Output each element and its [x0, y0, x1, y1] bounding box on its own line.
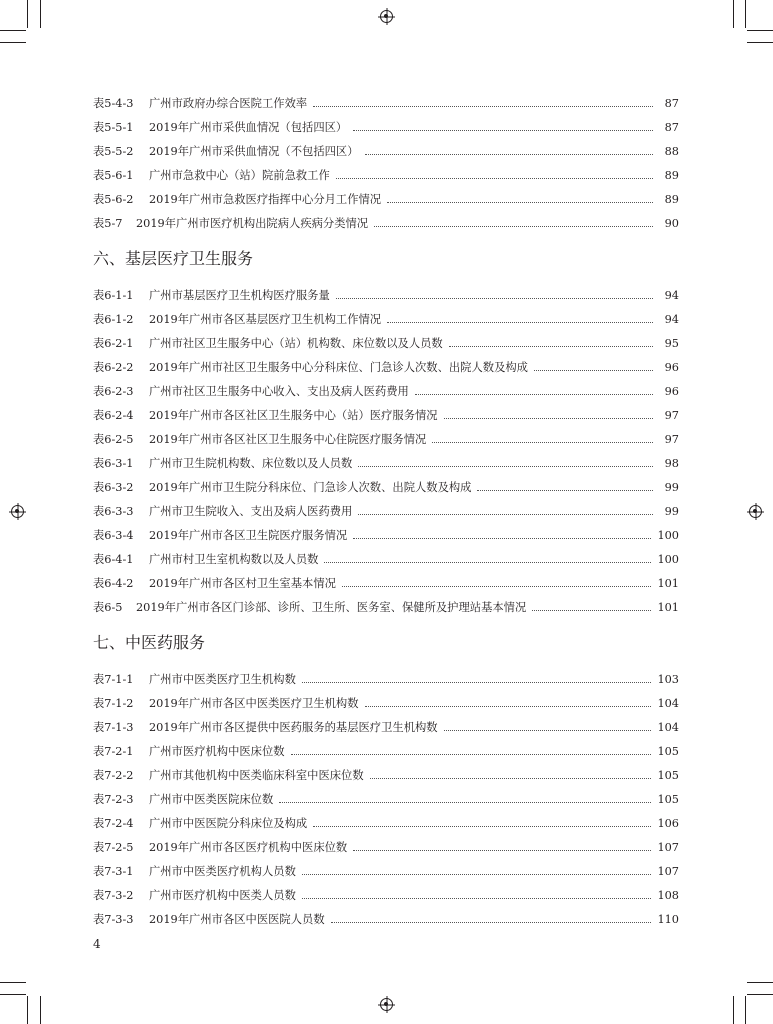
table-code: 表7-2-3: [93, 793, 134, 806]
leader-dots: [358, 513, 653, 515]
entry-title: 广州市医疗机构中医类人员数: [149, 889, 296, 902]
table-code: 表6-2-4: [93, 409, 134, 422]
leader-dots: [358, 465, 653, 467]
entry-title: 2019年广州市卫生院分科床位、门急诊人次数、出院人数及构成: [149, 481, 472, 494]
table-code: 表6-4-1: [93, 553, 134, 566]
page-ref: 105: [657, 793, 679, 806]
table-code: 表6-2-2: [93, 361, 134, 374]
page-ref: 96: [664, 361, 679, 374]
crop-mark: [747, 30, 773, 31]
entry-title: 广州市其他机构中医类临床科室中医床位数: [149, 769, 364, 782]
toc-entry[interactable]: [93, 121, 679, 135]
toc-entry[interactable]: [93, 673, 679, 687]
table-code: 表7-2-5: [93, 841, 134, 854]
leader-dots: [342, 585, 652, 587]
crop-mark: [40, 0, 41, 28]
toc-entry[interactable]: [93, 769, 679, 783]
entry-title: 广州市中医医院分科床位及构成: [149, 817, 308, 830]
entry-title: 2019年广州市急救医疗指挥中心分月工作情况: [149, 193, 382, 206]
leader-dots: [387, 321, 653, 323]
table-code: 表5-7: [93, 217, 123, 230]
crop-mark: [745, 996, 746, 1024]
crop-mark: [747, 42, 773, 43]
page-ref: 101: [657, 601, 679, 614]
table-code: 表7-1-3: [93, 721, 134, 734]
leader-dots: [365, 705, 652, 707]
entry-title: 2019年广州市采供血情况（包括四区）: [149, 121, 348, 134]
registration-mark-icon: [380, 10, 393, 23]
leader-dots: [449, 345, 653, 347]
page-ref: 105: [657, 769, 679, 782]
table-code: 表7-3-3: [93, 913, 134, 926]
toc-entry[interactable]: [93, 337, 679, 351]
table-code: 表5-4-3: [93, 97, 134, 110]
crop-mark: [40, 996, 41, 1024]
page-ref: 100: [657, 529, 679, 542]
leader-dots: [336, 297, 653, 299]
leader-dots: [534, 369, 653, 371]
page-ref: 106: [657, 817, 679, 830]
toc-entry[interactable]: [93, 577, 679, 591]
toc-entry[interactable]: [93, 817, 679, 831]
toc-entry[interactable]: [93, 601, 679, 615]
entry-title: 2019年广州市各区提供中医药服务的基层医疗卫生机构数: [149, 721, 438, 734]
entry-title: 广州市基层医疗卫生机构医疗服务量: [149, 289, 330, 302]
toc-entry[interactable]: [93, 97, 679, 111]
entry-title: 2019年广州市采供血情况（不包括四区）: [149, 145, 359, 158]
table-code: 表7-1-2: [93, 697, 134, 710]
crop-mark: [747, 994, 773, 995]
toc-entry[interactable]: [93, 457, 679, 471]
leader-dots: [365, 153, 653, 155]
page-ref: 95: [664, 337, 679, 350]
crop-mark: [27, 996, 28, 1024]
page-ref: 103: [657, 673, 679, 686]
page-ref: 104: [657, 721, 679, 734]
entry-title: 2019年广州市各区基层医疗卫生机构工作情况: [149, 313, 382, 326]
entry-title: 广州市中医类医疗卫生机构数: [149, 673, 296, 686]
toc-entry[interactable]: [93, 169, 679, 183]
crop-mark: [747, 982, 773, 983]
entry-title: 2019年广州市各区村卫生室基本情况: [149, 577, 336, 590]
entry-title: 2019年广州市各区门诊部、诊所、卫生所、医务室、保健所及护理站基本情况: [136, 601, 527, 614]
toc-entry[interactable]: [93, 745, 679, 759]
crop-mark: [0, 994, 26, 995]
crop-mark: [745, 0, 746, 28]
leader-dots: [302, 873, 652, 875]
page-ref: 108: [657, 889, 679, 902]
table-code: 表6-3-1: [93, 457, 134, 470]
page-ref: 110: [657, 913, 679, 926]
crop-mark: [0, 42, 26, 43]
toc-entry[interactable]: [93, 553, 679, 567]
toc-entry[interactable]: [93, 529, 679, 543]
leader-dots: [387, 201, 653, 203]
registration-mark-icon: [380, 998, 393, 1011]
section-heading: 六、基层医疗卫生服务: [93, 249, 254, 268]
page-ref: 104: [657, 697, 679, 710]
leader-dots: [302, 897, 652, 899]
page-ref: 107: [657, 841, 679, 854]
table-code: 表5-5-1: [93, 121, 134, 134]
table-code: 表6-3-3: [93, 505, 134, 518]
toc-entry[interactable]: [93, 385, 679, 399]
table-code: 表5-6-2: [93, 193, 134, 206]
leader-dots: [353, 849, 651, 851]
table-code: 表7-2-2: [93, 769, 134, 782]
entry-title: 2019年广州市各区医疗机构中医床位数: [149, 841, 348, 854]
leader-dots: [432, 441, 653, 443]
entry-title: 广州市政府办综合医院工作效率: [149, 97, 308, 110]
page-ref: 87: [664, 97, 679, 110]
toc-entry[interactable]: [93, 505, 679, 519]
crop-mark: [0, 30, 26, 31]
table-code: 表6-5: [93, 601, 123, 614]
leader-dots: [302, 681, 652, 683]
entry-title: 广州市社区卫生服务中心收入、支出及病人医药费用: [149, 385, 409, 398]
entry-title: 广州市村卫生室机构数以及人员数: [149, 553, 319, 566]
entry-title: 广州市社区卫生服务中心（站）机构数、床位数以及人员数: [149, 337, 443, 350]
entry-title: 广州市中医类医院床位数: [149, 793, 274, 806]
leader-dots: [336, 177, 653, 179]
toc-entry[interactable]: [93, 361, 679, 375]
toc-entry[interactable]: [93, 145, 679, 159]
page-ref: 98: [664, 457, 679, 470]
entry-title: 2019年广州市医疗机构出院病人疾病分类情况: [136, 217, 369, 230]
table-code: 表7-3-1: [93, 865, 134, 878]
leader-dots: [370, 777, 652, 779]
table-code: 表7-3-2: [93, 889, 134, 902]
leader-dots: [532, 609, 651, 611]
page-ref: 94: [664, 313, 679, 326]
table-code: 表6-2-5: [93, 433, 134, 446]
leader-dots: [415, 393, 653, 395]
toc-entry[interactable]: [93, 481, 679, 495]
crop-mark: [0, 982, 26, 983]
page-ref: 89: [664, 169, 679, 182]
leader-dots: [291, 753, 652, 755]
leader-dots: [353, 537, 651, 539]
table-code: 表6-3-4: [93, 529, 134, 542]
entry-title: 2019年广州市各区中医类医疗卫生机构数: [149, 697, 359, 710]
entry-title: 2019年广州市各区社区卫生服务中心住院医疗服务情况: [149, 433, 427, 446]
page-ref: 100: [657, 553, 679, 566]
toc-entry[interactable]: [93, 841, 679, 855]
entry-title: 广州市卫生院机构数、床位数以及人员数: [149, 457, 353, 470]
page-ref: 97: [664, 409, 679, 422]
page-ref: 90: [664, 217, 679, 230]
table-code: 表6-2-3: [93, 385, 134, 398]
page-ref: 99: [664, 481, 679, 494]
entry-title: 广州市医疗机构中医床位数: [149, 745, 285, 758]
toc-entry[interactable]: [93, 889, 679, 903]
page-ref: 94: [664, 289, 679, 302]
page-ref: 96: [664, 385, 679, 398]
entry-title: 广州市中医类医疗机构人员数: [149, 865, 296, 878]
registration-mark-icon: [749, 505, 762, 518]
toc-entry[interactable]: [93, 289, 679, 303]
crop-mark: [733, 0, 734, 28]
leader-dots: [444, 417, 653, 419]
registration-mark-icon: [11, 505, 24, 518]
leader-dots: [444, 729, 652, 731]
toc-entry[interactable]: [93, 433, 679, 447]
toc-entry[interactable]: [93, 865, 679, 879]
table-code: 表7-2-1: [93, 745, 134, 758]
entry-title: 广州市急救中心（站）院前急救工作: [149, 169, 330, 182]
toc-entry[interactable]: [93, 793, 679, 807]
crop-mark: [733, 996, 734, 1024]
page-ref: 105: [657, 745, 679, 758]
table-code: 表7-1-1: [93, 673, 134, 686]
table-code: 表6-1-1: [93, 289, 134, 302]
crop-mark: [27, 0, 28, 28]
toc-entry[interactable]: [93, 721, 679, 735]
entry-title: 广州市卫生院收入、支出及病人医药费用: [149, 505, 353, 518]
toc-entry[interactable]: [93, 409, 679, 423]
table-code: 表5-5-2: [93, 145, 134, 158]
leader-dots: [313, 825, 651, 827]
toc-entry[interactable]: [93, 913, 679, 927]
toc-entry[interactable]: [93, 313, 679, 327]
table-code: 表7-2-4: [93, 817, 134, 830]
page-ref: 87: [664, 121, 679, 134]
page-ref: 88: [664, 145, 679, 158]
table-code: 表5-6-1: [93, 169, 134, 182]
entry-title: 2019年广州市各区卫生院医疗服务情况: [149, 529, 348, 542]
entry-title: 2019年广州市各区社区卫生服务中心（站）医疗服务情况: [149, 409, 438, 422]
page-ref: 89: [664, 193, 679, 206]
leader-dots: [313, 105, 653, 107]
section-heading: 七、中医药服务: [93, 633, 206, 652]
page-ref: 107: [657, 865, 679, 878]
leader-dots: [324, 561, 651, 563]
table-code: 表6-1-2: [93, 313, 134, 326]
table-code: 表6-3-2: [93, 481, 134, 494]
table-code: 表6-2-1: [93, 337, 134, 350]
entry-title: 2019年广州市社区卫生服务中心分科床位、门急诊人次数、出院人数及构成: [149, 361, 528, 374]
leader-dots: [279, 801, 651, 803]
page-ref: 97: [664, 433, 679, 446]
page-number: 4: [93, 937, 101, 951]
toc-entry[interactable]: [93, 697, 679, 711]
leader-dots: [353, 129, 653, 131]
leader-dots: [331, 921, 652, 923]
entry-title: 2019年广州市各区中医医院人员数: [149, 913, 325, 926]
page-ref: 101: [657, 577, 679, 590]
leader-dots: [477, 489, 653, 491]
page-ref: 99: [664, 505, 679, 518]
toc-entry[interactable]: [93, 193, 679, 207]
leader-dots: [374, 225, 653, 227]
table-code: 表6-4-2: [93, 577, 134, 590]
toc-entry[interactable]: [93, 217, 679, 231]
